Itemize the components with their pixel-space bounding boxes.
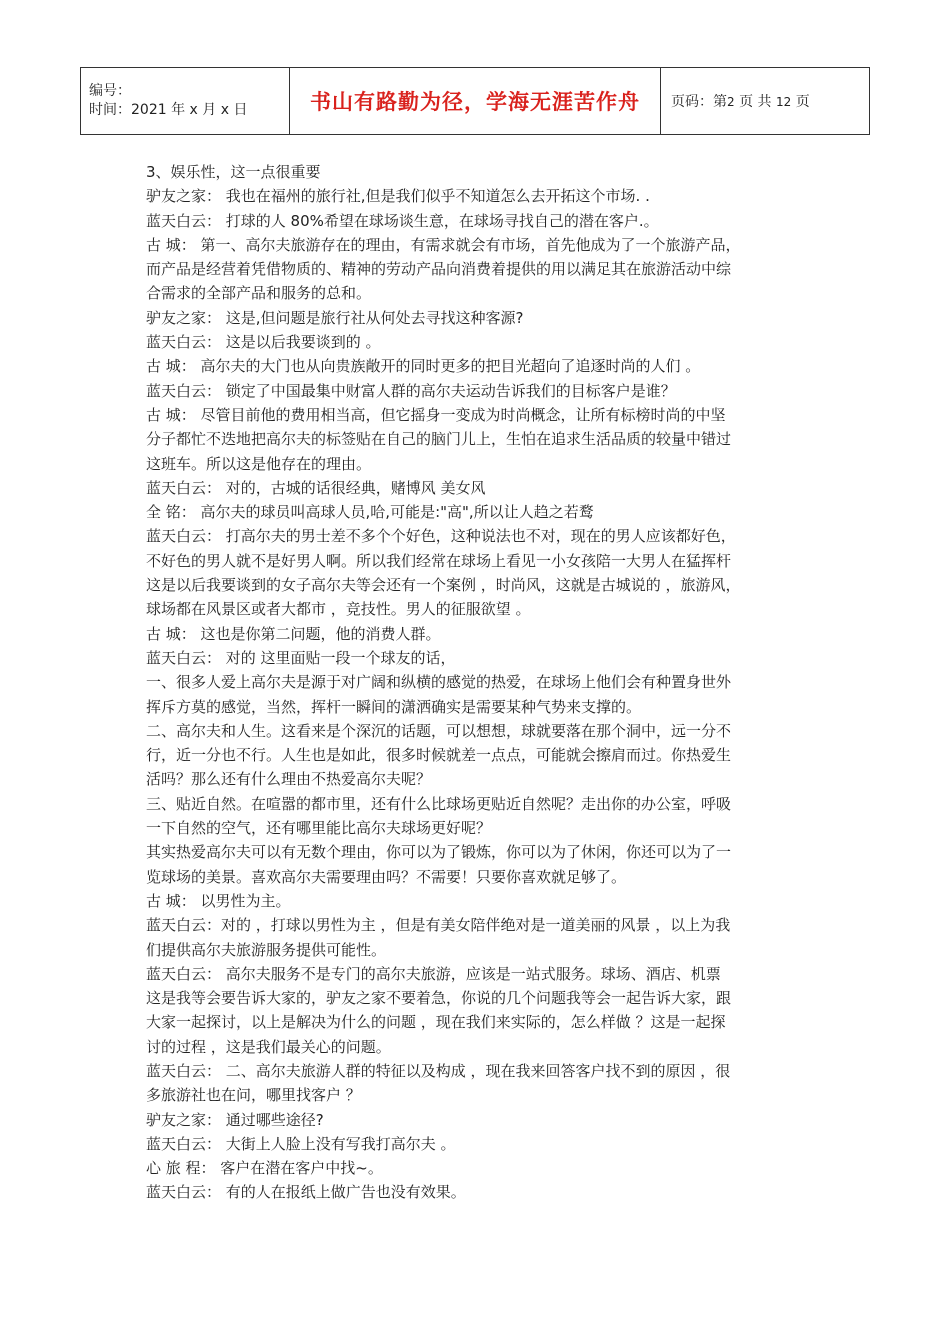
page-current: 2: [727, 95, 735, 109]
text-line: 一下自然的空气，还有哪里能比高尔夫球场更好呢？: [146, 819, 492, 838]
text-line: 蓝天白云： 打球的人 80%希望在球场谈生意，在球场寻找自己的潜在客户.。: [146, 211, 659, 230]
text-line: 三、贴近自然。在喧嚣的都市里，还有什么比球场更贴近自然呢？走出你的办公室，呼吸: [146, 794, 732, 813]
text-line: 这是我等会要告诉大家的，驴友之家不要着急，你说的几个问题我等会一起告诉大家，跟: [146, 989, 732, 1008]
text-line: 驴友之家： 这是,但问题是旅行社从何处去寻找这种客源?: [146, 308, 524, 327]
text-line: 古 城： 这也是你第二问题，他的消费人群。: [146, 624, 441, 643]
page-prefix: 页码：第: [671, 94, 727, 110]
page-middle: 页 共: [734, 94, 776, 110]
page-indicator: [661, 68, 870, 135]
text-line: 蓝天白云： 打高尔夫的男士差不多个个好色，这种说法也不对，现在的男人应该都好色，: [146, 527, 736, 546]
text-line: 一、很多人爱上高尔夫是源于对广阔和纵横的感觉的热爱，在球场上他们会有种置身世外: [146, 673, 732, 692]
text-line: 3、娱乐性，这一点很重要: [146, 163, 321, 181]
text-line: 们提供高尔夫旅游服务提供可能性。: [146, 940, 387, 959]
text-line: 蓝天白云： 有的人在报纸上做广告也没有效果。: [146, 1183, 466, 1202]
text-line: 古 城： 高尔夫的大门也从向贵族敞开的同时更多的把目光超向了追逐时尚的人们 。: [146, 357, 701, 376]
text-line: 全 铭： 高尔夫的球员叫高球人员,哈,可能是:"高",所以让人趋之若鹜: [146, 503, 594, 522]
text-line: 挥斥方莫的感觉，当然，挥杆一瞬间的潇洒确实是需要某种气势来支撑的。: [146, 697, 642, 716]
date-label: 时间：2021 年 x 月 x 日: [89, 102, 248, 118]
text-line: 驴友之家： 通过哪些途径?: [146, 1110, 324, 1129]
text-line: 活吗？那么还有什么理由不热爱高尔夫呢？: [146, 770, 432, 789]
page-total: 12: [776, 95, 792, 109]
number-label: 编号：: [89, 83, 131, 99]
text-line: 蓝天白云： 二、高尔夫旅游人群的特征以及构成 ，现在我来回答客户找不到的原因 ，很: [146, 1061, 731, 1080]
text-line: 大家一起探讨，以上是解决为什么的问题 ，现在我们来实际的，怎么样做 ？这是一起探: [146, 1013, 726, 1032]
text-line: 蓝天白云： 这是以后我要谈到的 。: [146, 333, 381, 352]
text-line: 而产品是经营着凭借物质的、精神的劳动产品向消费着提供的用以满足其在旅游活动中综: [146, 260, 732, 279]
document-header: [80, 67, 870, 135]
page-suffix: 页: [791, 94, 810, 110]
text-line: 二、高尔夫和人生。这看来是个深沉的话题，可以想想，球就要落在那个洞中，远一分不: [146, 721, 732, 740]
text-line: 古 城： 尽管目前他的费用相当高，但它摇身一变成为时尚概念，让所有标榜时尚的中坚: [146, 405, 726, 424]
body-text: [146, 160, 826, 1205]
text-line: 驴友之家： 我也在福州的旅行社,但是我们似乎不知道怎么去开拓这个市场. .: [146, 187, 650, 206]
motto: 书山有路勤为径，学海无涯苦作舟: [290, 68, 661, 135]
header-left-cell: [81, 68, 290, 135]
text-line: 这班车。所以这是他存在的理由。: [146, 454, 372, 473]
text-line: 览球场的美景。喜欢高尔夫需要理由吗？不需要！只要你喜欢就足够了。: [146, 867, 627, 886]
text-line: 行，近一分也不行。人生也是如此，很多时候就差一点点，可能就会擦肩而过。你热爱生: [146, 746, 732, 765]
text-line: 分子都忙不迭地把高尔夫的标签贴在自己的脑门儿上，生怕在追求生活品质的较量中错过: [146, 430, 732, 449]
text-line: 古 城： 以男性为主。: [146, 891, 291, 910]
text-line: 蓝天白云： 大街上人脸上没有写我打高尔夫 。: [146, 1134, 456, 1153]
text-line: 不好色的男人就不是好男人啊。所以我们经常在球场上看见一小女孩陪一大男人在猛挥杆: [146, 551, 732, 570]
text-line: 蓝天白云： 高尔夫服务不是专门的高尔夫旅游，应该是一站式服务。球场、酒店、机票: [146, 964, 721, 983]
text-line: 蓝天白云： 对的，古城的话很经典，赌博风 美女风: [146, 478, 486, 497]
text-line: 合需求的全部产品和服务的总和。: [146, 284, 372, 303]
text-line: 蓝天白云： 对的 这里面贴一段一个球友的话，: [146, 648, 456, 667]
text-line: 古 城： 第一、高尔夫旅游存在的理由，有需求就会有市场，首先他成为了一个旅游产品，: [146, 235, 741, 254]
text-line: 蓝天白云： 锁定了中国最集中财富人群的高尔夫运动告诉我们的目标客户是谁？: [146, 381, 676, 400]
text-line: 这是以后我要谈到的女子高尔夫等会还有一个案例 ，时尚风，这就是古城说的 ，旅游风，: [146, 576, 741, 595]
text-line: 球场都在风景区或者大都市 ，竞技性。男人的征服欲望 。: [146, 600, 531, 619]
text-line: 蓝天白云：对的 ，打球以男性为主 ，但是有美女陪伴绝对是一道美丽的风景 ，以上为我: [146, 916, 731, 935]
text-line: 其实热爱高尔夫可以有无数个理由，你可以为了锻炼，你可以为了休闲，你还可以为了一: [146, 843, 732, 862]
text-line: 讨的过程 ，这是我们最关心的问题。: [146, 1037, 391, 1056]
text-line: 多旅游社也在问，哪里找客户 ？: [146, 1086, 361, 1105]
text-line: 心 旅 程： 客户在潜在客户中找~。: [146, 1159, 383, 1178]
